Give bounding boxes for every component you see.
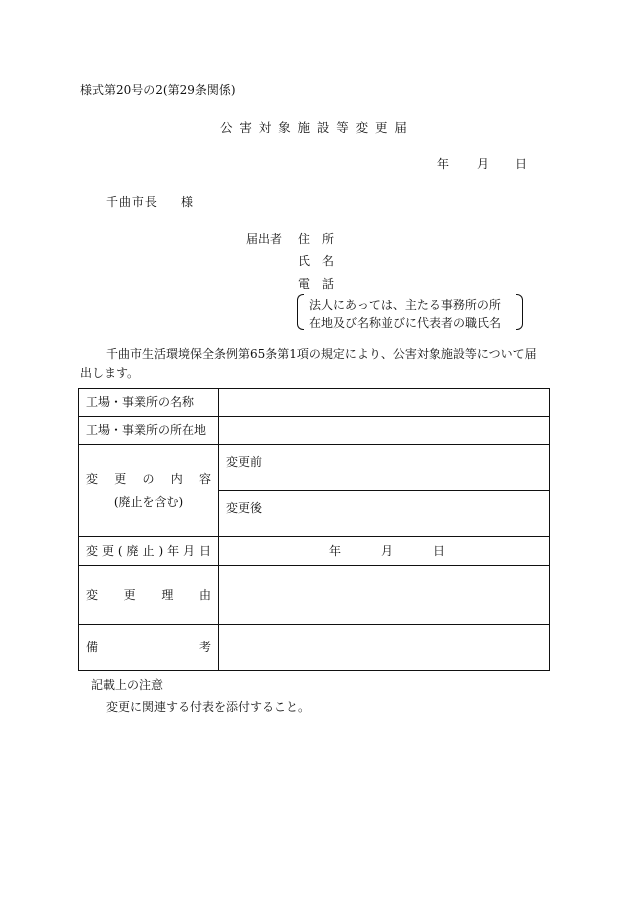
left-bracket bbox=[297, 294, 304, 330]
name-label: 氏 名 bbox=[298, 254, 335, 268]
body-text-line2: 出します。 bbox=[80, 366, 140, 380]
date-month-label: 月 bbox=[477, 157, 490, 171]
change-before-field[interactable] bbox=[219, 445, 550, 491]
date-year-label: 年 bbox=[437, 157, 450, 171]
body-text-line1: 千曲市生活環境保全条例第65条第1項の規定により、公害対象施設等について届 bbox=[106, 347, 537, 361]
change-content-title: 変 更 の 内 容 bbox=[86, 472, 211, 487]
corporate-note bbox=[297, 294, 523, 330]
facility-location-label: 工場・事業所の所在地 bbox=[79, 417, 219, 445]
notes-text: 変更に関連する付表を添付すること。 bbox=[106, 700, 311, 714]
form-number: 様式第20号の2(第29条関係) bbox=[80, 83, 236, 97]
reason-field[interactable] bbox=[219, 566, 550, 625]
date-day-label: 日 bbox=[515, 157, 528, 171]
table-row bbox=[79, 445, 550, 491]
table-row bbox=[79, 389, 550, 417]
table-row bbox=[79, 566, 550, 625]
notifier-label: 届出者 bbox=[246, 232, 283, 246]
change-before-label: 変更前 bbox=[226, 455, 263, 469]
corporate-note-line1: 法人にあっては、主たる事務所の所 bbox=[309, 298, 501, 312]
change-date-month: 月 bbox=[381, 543, 394, 558]
right-bracket bbox=[516, 294, 523, 330]
reason-label: 変 更 理 由 bbox=[79, 566, 219, 625]
form-title: 公害対象施設等変更届 bbox=[220, 120, 414, 135]
corporate-note-line2: 在地及び名称並びに代表者の職氏名 bbox=[309, 316, 502, 330]
change-content-sub: (廃止を含む) bbox=[113, 494, 184, 509]
phone-label: 電 話 bbox=[298, 277, 335, 291]
table-row bbox=[79, 537, 550, 566]
addressee-honorific: 様 bbox=[181, 195, 194, 209]
change-date-field[interactable] bbox=[219, 537, 550, 566]
table-row bbox=[79, 625, 550, 671]
change-date-day: 日 bbox=[433, 543, 446, 558]
change-content-label bbox=[79, 445, 219, 537]
facility-location-field[interactable] bbox=[219, 417, 550, 445]
change-after-label: 変更後 bbox=[226, 501, 263, 515]
table-row bbox=[79, 417, 550, 445]
change-after-field[interactable] bbox=[219, 491, 550, 537]
notes-heading: 記載上の注意 bbox=[91, 678, 164, 692]
facility-name-label: 工場・事業所の名称 bbox=[79, 389, 219, 417]
notification-table bbox=[78, 388, 550, 671]
addressee-name: 千曲市長 bbox=[106, 195, 158, 209]
remarks-label: 備 考 bbox=[79, 625, 219, 671]
change-date-label: 変 更 ( 廃 止 ) 年 月 日 bbox=[79, 537, 219, 566]
address-label: 住 所 bbox=[298, 232, 335, 246]
remarks-field[interactable] bbox=[219, 625, 550, 671]
facility-name-field[interactable] bbox=[219, 389, 550, 417]
change-date-year: 年 bbox=[329, 543, 342, 558]
